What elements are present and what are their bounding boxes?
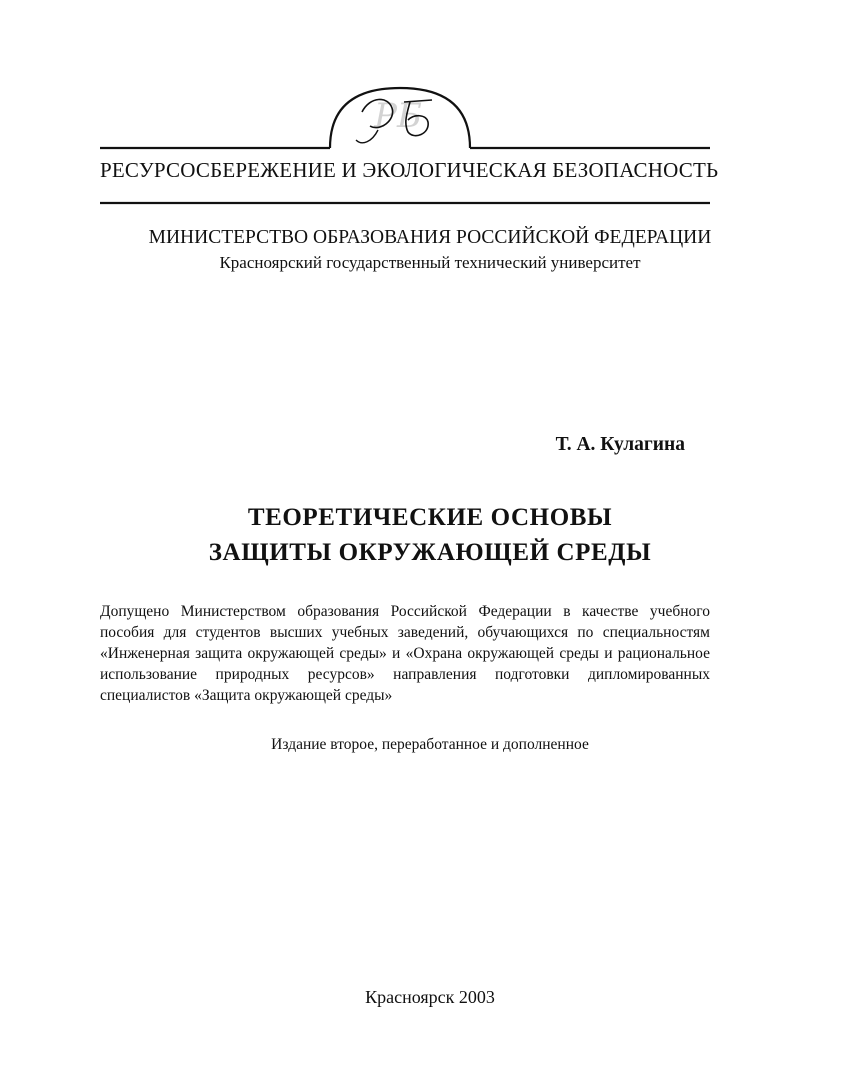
- series-emblem: [0, 0, 855, 220]
- book-title-line-1: ТЕОРЕТИЧЕСКИЕ ОСНОВЫ: [247, 504, 613, 531]
- edition-note: Издание второе, переработанное и дополненное: [271, 736, 589, 753]
- author-name: Т. А. Кулагина: [555, 434, 685, 455]
- ministry-name: МИНИСТЕРСТВО ОБРАЗОВАНИЯ РОССИЙСКОЙ ФЕДЕРАЦИИ: [148, 227, 712, 248]
- approval-statement: Допущено Министерством образования Российской Федерации в качестве учебного пособия для студентов высших учебных заведений, обучающихся по специальностям «Инженерная защита окружающей среды» и «Охрана окружающей среды и рациональное использование природных ресурсов» направления подготовки дипломированных специалистов «Защита окружающей среды»: [100, 603, 710, 704]
- book-title-line-2: ЗАЩИТЫ ОКРУЖАЮЩЕЙ СРЕДЫ: [208, 539, 652, 566]
- university-name: Красноярский государственный технический университет: [219, 253, 641, 272]
- emblem-monogram-text: РБ: [374, 96, 422, 136]
- series-title: РЕСУРСОСБЕРЕЖЕНИЕ И ЭКОЛОГИЧЕСКАЯ БЕЗОПАСНОСТЬ: [100, 158, 719, 182]
- imprint-place-year: Красноярск 2003: [365, 987, 495, 1007]
